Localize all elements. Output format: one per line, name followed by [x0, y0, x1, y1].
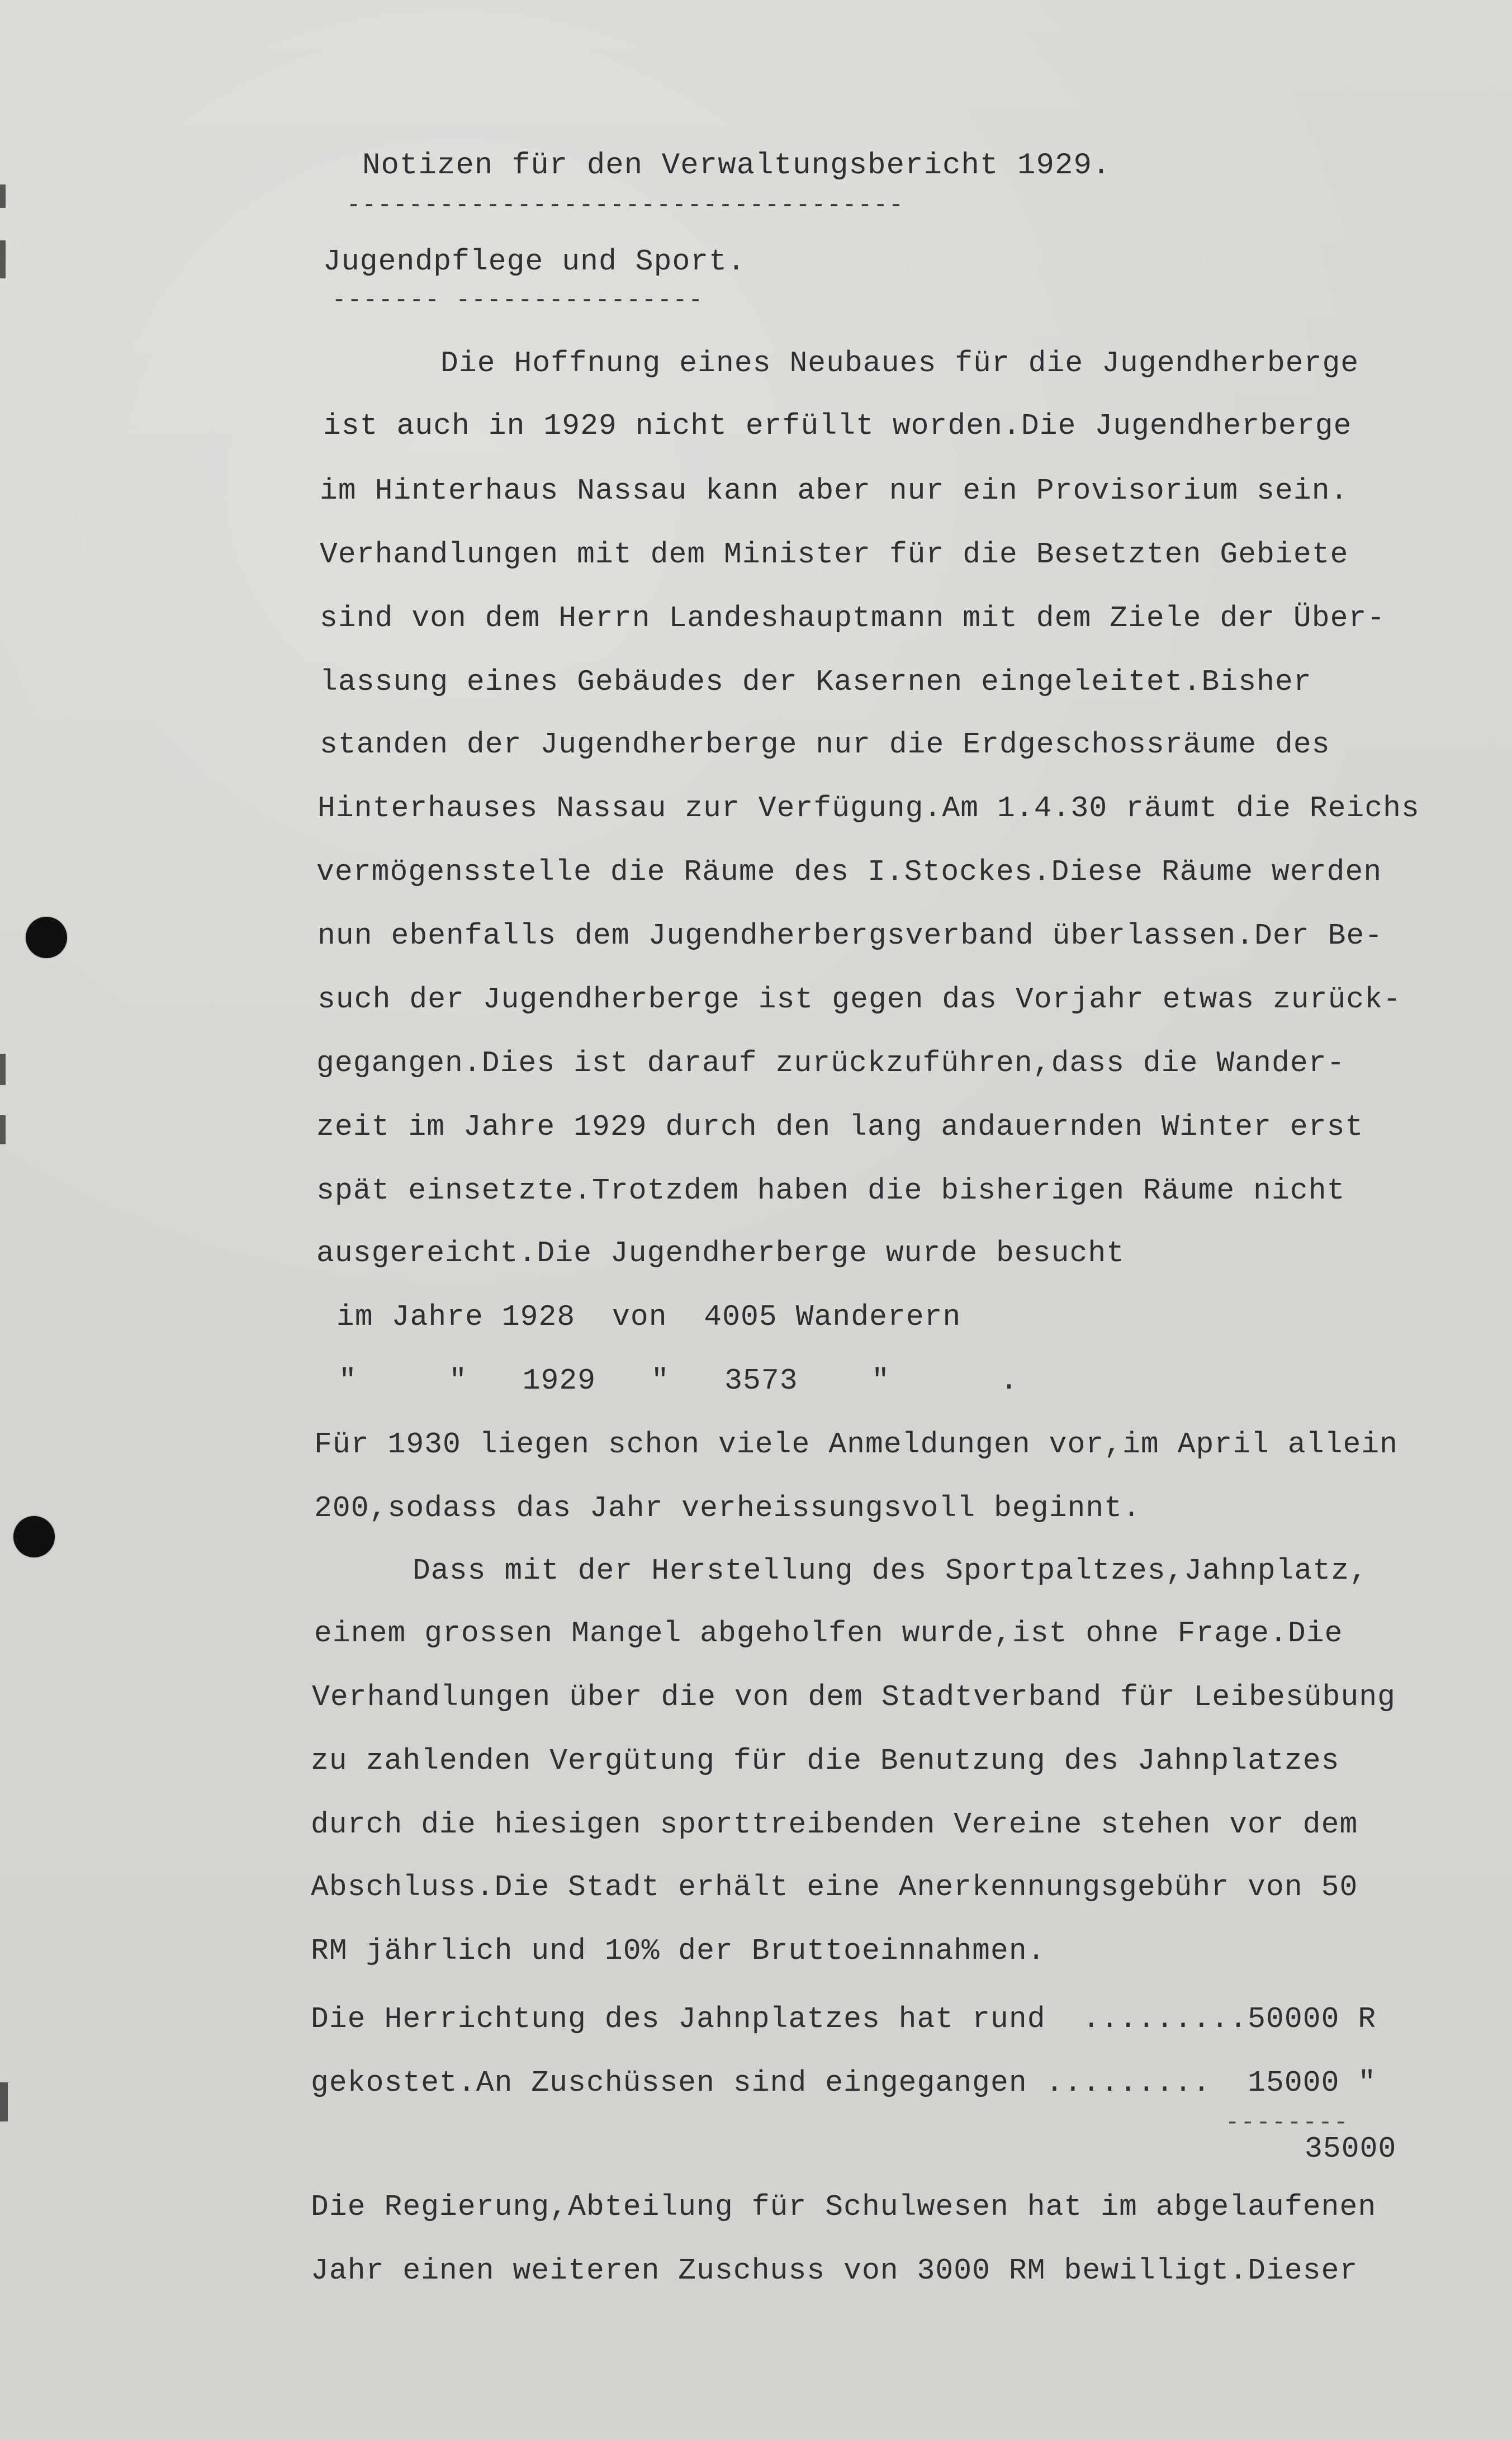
body-line: ist auch in 1929 nicht erfüllt worden.Die Jugendherberge: [323, 409, 1352, 443]
visitor-count-1928: im Jahre 1928 von 4005 Wanderern: [336, 1300, 961, 1334]
body-line: spät einsetzte.Trotzdem haben die bisherigen Räume nicht: [316, 1174, 1345, 1207]
body-line: such der Jugendherberge ist gegen das Vorjahr etwas zurück-: [317, 983, 1402, 1016]
body-line: durch die hiesigen sporttreibenden Vereine stehen vor dem: [311, 1808, 1358, 1841]
edge-mark: [0, 240, 6, 278]
section-underline: ------- ----------------: [332, 287, 704, 314]
sum-underline: --------: [1225, 2109, 1349, 2136]
edge-mark: [0, 184, 6, 208]
visitor-count-1929: " " 1929 " 3573 " .: [339, 1364, 1019, 1398]
cost-line: Die Herrichtung des Jahnplatzes hat rund .........50000 R: [311, 2002, 1377, 2036]
edge-mark: [0, 1115, 6, 1144]
body-line: zu zahlenden Vergütung für die Benutzung des Jahnplatzes: [311, 1744, 1340, 1778]
body-line: lassung eines Gebäudes der Kasernen eingeleitet.Bisher: [320, 665, 1312, 699]
document-title: Notizen für den Verwaltungsbericht 1929.: [362, 149, 1111, 183]
body-line: im Hinterhaus Nassau kann aber nur ein Provisorium sein.: [320, 474, 1349, 508]
left-edge-marks: [0, 0, 18, 2439]
body-line: nun ebenfalls dem Jugendherbergsverband überlassen.Der Be-: [317, 919, 1383, 953]
cost-balance: 35000: [1305, 2132, 1397, 2166]
body-line: Verhandlungen über die von dem Stadtverband für Leibesübung: [312, 1680, 1396, 1714]
body-line: Die Hoffnung eines Neubaues für die Jugendherberge: [440, 347, 1359, 380]
punch-hole-lower: [13, 1516, 55, 1557]
body-line: standen der Jugendherberge nur die Erdgeschossräume des: [320, 728, 1330, 761]
body-line: gegangen.Dies ist darauf zurückzuführen,dass die Wander-: [316, 1046, 1345, 1080]
body-line: Jahr einen weiteren Zuschuss von 3000 RM bewilligt.Dieser: [311, 2254, 1358, 2288]
body-line: RM jährlich und 10% der Bruttoeinnahmen.: [311, 1934, 1046, 1968]
section-heading: Jugendpflege und Sport.: [323, 245, 746, 278]
body-line: vermögensstelle die Räume des I.Stockes.Diese Räume werden: [316, 855, 1382, 889]
punch-hole-upper: [26, 917, 67, 958]
body-line: 200,sodass das Jahr verheissungsvoll beginnt.: [314, 1491, 1141, 1525]
body-line: Abschluss.Die Stadt erhält eine Anerkennungsgebühr von 50: [311, 1870, 1358, 1904]
title-underline: ------------------------------------: [347, 192, 905, 219]
body-line: Für 1930 liegen schon viele Anmeldungen vor,im April allein: [314, 1428, 1399, 1461]
body-line: Verhandlungen mit dem Minister für die Besetzten Gebiete: [320, 538, 1349, 571]
body-line: zeit im Jahre 1929 durch den lang andauernden Winter erst: [316, 1110, 1364, 1144]
subsidy-line: gekostet.An Zuschüssen sind eingegangen ......... 15000 ": [311, 2066, 1377, 2100]
body-line: Dass mit der Herstellung des Sportpaltzes,Jahnplatz,: [413, 1554, 1368, 1588]
edge-mark: [0, 2082, 8, 2121]
edge-mark: [0, 1054, 6, 1085]
body-line: Die Regierung,Abteilung für Schulwesen hat im abgelaufenen: [311, 2190, 1377, 2224]
body-line: ausgereicht.Die Jugendherberge wurde besucht: [316, 1237, 1125, 1270]
body-line: einem grossen Mangel abgeholfen wurde,ist ohne Frage.Die: [314, 1617, 1343, 1650]
body-line: Hinterhauses Nassau zur Verfügung.Am 1.4.30 räumt die Reichs: [317, 792, 1420, 825]
body-line: sind von dem Herrn Landeshauptmann mit dem Ziele der Über-: [320, 602, 1386, 635]
